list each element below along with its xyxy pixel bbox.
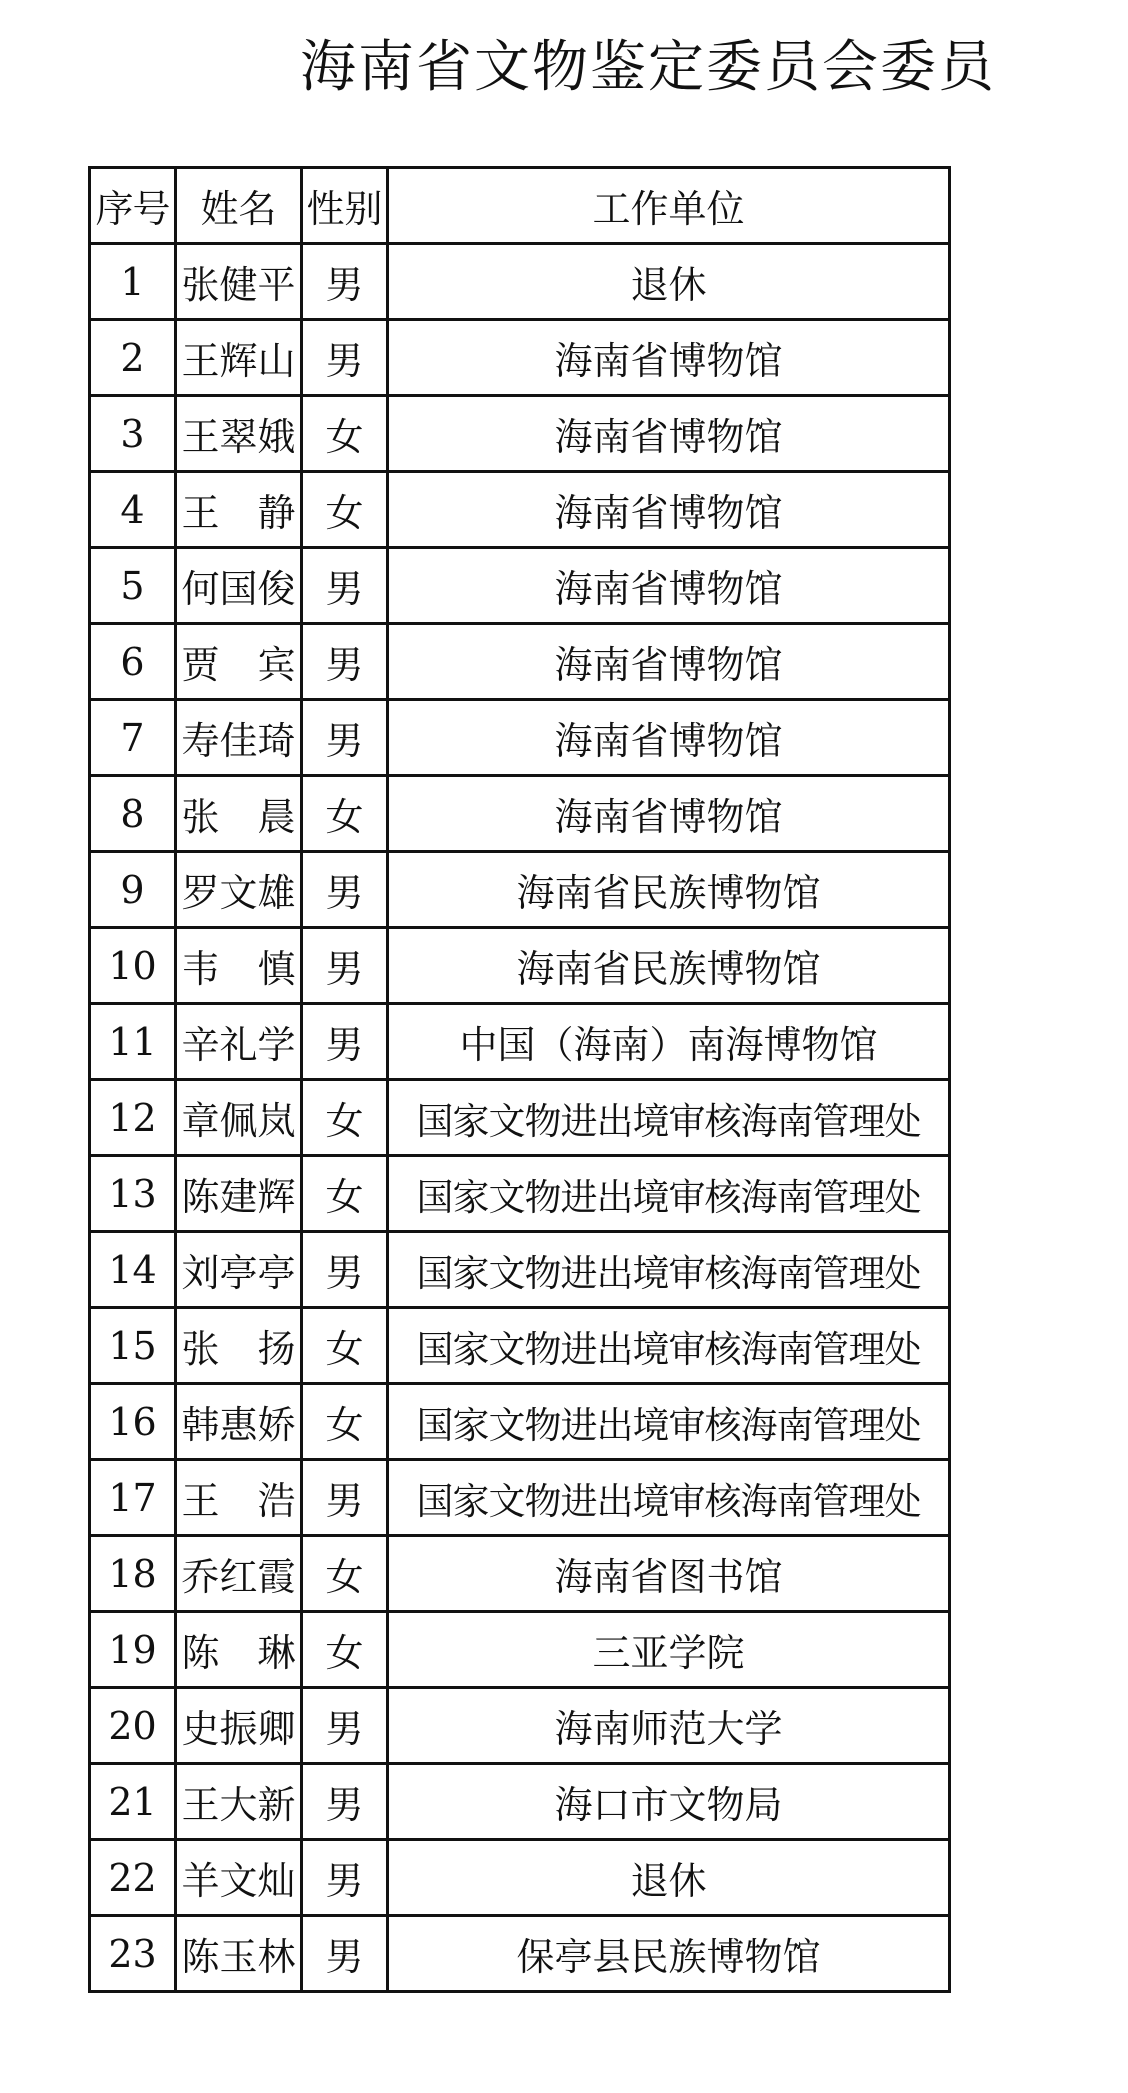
member-gender: 男 bbox=[302, 928, 388, 1004]
member-number: 9 bbox=[90, 852, 176, 928]
member-name: 陈玉林 bbox=[176, 1916, 302, 1992]
member-unit: 海南省博物馆 bbox=[388, 472, 950, 548]
member-unit: 退休 bbox=[388, 1840, 950, 1916]
table-row bbox=[90, 1688, 950, 1764]
table-row bbox=[90, 472, 950, 548]
table-row bbox=[90, 1916, 950, 1992]
member-gender: 女 bbox=[302, 1080, 388, 1156]
member-number: 3 bbox=[90, 396, 176, 472]
member-name: 乔红霞 bbox=[176, 1536, 302, 1612]
member-name: 贾 宾 bbox=[176, 624, 302, 700]
table-row bbox=[90, 1232, 950, 1308]
table-row bbox=[90, 700, 950, 776]
member-name: 张健平 bbox=[176, 244, 302, 320]
member-unit: 海南省博物馆 bbox=[388, 700, 950, 776]
header-name: 姓名 bbox=[176, 168, 302, 244]
member-number: 4 bbox=[90, 472, 176, 548]
member-unit: 海南省民族博物馆 bbox=[388, 928, 950, 1004]
member-unit: 海口市文物局 bbox=[388, 1764, 950, 1840]
header-row bbox=[90, 168, 950, 244]
member-unit: 海南省博物馆 bbox=[388, 320, 950, 396]
member-number: 13 bbox=[90, 1156, 176, 1232]
member-unit: 海南师范大学 bbox=[388, 1688, 950, 1764]
table-row bbox=[90, 1764, 950, 1840]
member-number: 19 bbox=[90, 1612, 176, 1688]
member-unit: 保亭县民族博物馆 bbox=[388, 1916, 950, 1992]
member-gender: 女 bbox=[302, 1308, 388, 1384]
table-row bbox=[90, 320, 950, 396]
member-name: 王 静 bbox=[176, 472, 302, 548]
member-number: 5 bbox=[90, 548, 176, 624]
member-name: 罗文雄 bbox=[176, 852, 302, 928]
member-unit: 国家文物进出境审核海南管理处 bbox=[388, 1460, 950, 1536]
table-header bbox=[90, 168, 950, 244]
member-gender: 男 bbox=[302, 320, 388, 396]
member-gender: 男 bbox=[302, 1916, 388, 1992]
members-table bbox=[88, 166, 951, 1993]
member-number: 20 bbox=[90, 1688, 176, 1764]
member-name: 陈 琳 bbox=[176, 1612, 302, 1688]
member-number: 21 bbox=[90, 1764, 176, 1840]
member-name: 张 晨 bbox=[176, 776, 302, 852]
member-number: 6 bbox=[90, 624, 176, 700]
member-gender: 男 bbox=[302, 1232, 388, 1308]
member-number: 17 bbox=[90, 1460, 176, 1536]
table-body bbox=[90, 244, 950, 1992]
page-title: 海南省文物鉴定委员会委员 bbox=[300, 35, 996, 100]
member-unit: 国家文物进出境审核海南管理处 bbox=[388, 1308, 950, 1384]
member-number: 14 bbox=[90, 1232, 176, 1308]
member-gender: 男 bbox=[302, 624, 388, 700]
member-gender: 男 bbox=[302, 1460, 388, 1536]
table-row bbox=[90, 1080, 950, 1156]
header-gender: 性别 bbox=[302, 168, 388, 244]
table-row bbox=[90, 244, 950, 320]
member-unit: 海南省博物馆 bbox=[388, 776, 950, 852]
member-gender: 男 bbox=[302, 1840, 388, 1916]
member-unit: 海南省图书馆 bbox=[388, 1536, 950, 1612]
table-row bbox=[90, 1156, 950, 1232]
member-unit: 三亚学院 bbox=[388, 1612, 950, 1688]
member-number: 2 bbox=[90, 320, 176, 396]
member-name: 刘亭亭 bbox=[176, 1232, 302, 1308]
member-name: 史振卿 bbox=[176, 1688, 302, 1764]
member-name: 陈建辉 bbox=[176, 1156, 302, 1232]
member-name: 辛礼学 bbox=[176, 1004, 302, 1080]
member-unit: 国家文物进出境审核海南管理处 bbox=[388, 1384, 950, 1460]
header-unit: 工作单位 bbox=[388, 168, 950, 244]
member-unit: 国家文物进出境审核海南管理处 bbox=[388, 1156, 950, 1232]
header-no: 序号 bbox=[90, 168, 176, 244]
member-gender: 女 bbox=[302, 396, 388, 472]
table-row bbox=[90, 1460, 950, 1536]
member-name: 王翠娥 bbox=[176, 396, 302, 472]
member-number: 22 bbox=[90, 1840, 176, 1916]
table-row bbox=[90, 928, 950, 1004]
member-name: 韦 慎 bbox=[176, 928, 302, 1004]
member-gender: 女 bbox=[302, 472, 388, 548]
table-row bbox=[90, 852, 950, 928]
member-number: 8 bbox=[90, 776, 176, 852]
member-number: 7 bbox=[90, 700, 176, 776]
table-row bbox=[90, 624, 950, 700]
table-row bbox=[90, 1308, 950, 1384]
member-unit: 海南省民族博物馆 bbox=[388, 852, 950, 928]
table-row bbox=[90, 1384, 950, 1460]
member-name: 羊文灿 bbox=[176, 1840, 302, 1916]
member-name: 王 浩 bbox=[176, 1460, 302, 1536]
member-unit: 国家文物进出境审核海南管理处 bbox=[388, 1232, 950, 1308]
member-name: 张 扬 bbox=[176, 1308, 302, 1384]
member-number: 11 bbox=[90, 1004, 176, 1080]
member-name: 王大新 bbox=[176, 1764, 302, 1840]
member-name: 寿佳琦 bbox=[176, 700, 302, 776]
table-row bbox=[90, 776, 950, 852]
table-row bbox=[90, 396, 950, 472]
member-unit: 海南省博物馆 bbox=[388, 396, 950, 472]
member-number: 12 bbox=[90, 1080, 176, 1156]
member-number: 23 bbox=[90, 1916, 176, 1992]
member-name: 王辉山 bbox=[176, 320, 302, 396]
table-row bbox=[90, 548, 950, 624]
member-gender: 男 bbox=[302, 700, 388, 776]
member-number: 18 bbox=[90, 1536, 176, 1612]
table-row bbox=[90, 1612, 950, 1688]
member-unit: 中国（海南）南海博物馆 bbox=[388, 1004, 950, 1080]
member-gender: 男 bbox=[302, 1688, 388, 1764]
member-gender: 女 bbox=[302, 1156, 388, 1232]
member-unit: 海南省博物馆 bbox=[388, 548, 950, 624]
member-number: 15 bbox=[90, 1308, 176, 1384]
member-number: 1 bbox=[90, 244, 176, 320]
table-row bbox=[90, 1004, 950, 1080]
member-gender: 女 bbox=[302, 1536, 388, 1612]
member-gender: 女 bbox=[302, 1384, 388, 1460]
member-gender: 男 bbox=[302, 1004, 388, 1080]
member-unit: 国家文物进出境审核海南管理处 bbox=[388, 1080, 950, 1156]
member-gender: 男 bbox=[302, 852, 388, 928]
member-name: 韩惠娇 bbox=[176, 1384, 302, 1460]
member-gender: 女 bbox=[302, 1612, 388, 1688]
member-name: 章佩岚 bbox=[176, 1080, 302, 1156]
member-name: 何国俊 bbox=[176, 548, 302, 624]
member-gender: 女 bbox=[302, 776, 388, 852]
member-number: 16 bbox=[90, 1384, 176, 1460]
member-number: 10 bbox=[90, 928, 176, 1004]
member-gender: 男 bbox=[302, 244, 388, 320]
member-gender: 男 bbox=[302, 1764, 388, 1840]
table-row bbox=[90, 1536, 950, 1612]
table-row bbox=[90, 1840, 950, 1916]
member-unit: 退休 bbox=[388, 244, 950, 320]
member-gender: 男 bbox=[302, 548, 388, 624]
member-unit: 海南省博物馆 bbox=[388, 624, 950, 700]
